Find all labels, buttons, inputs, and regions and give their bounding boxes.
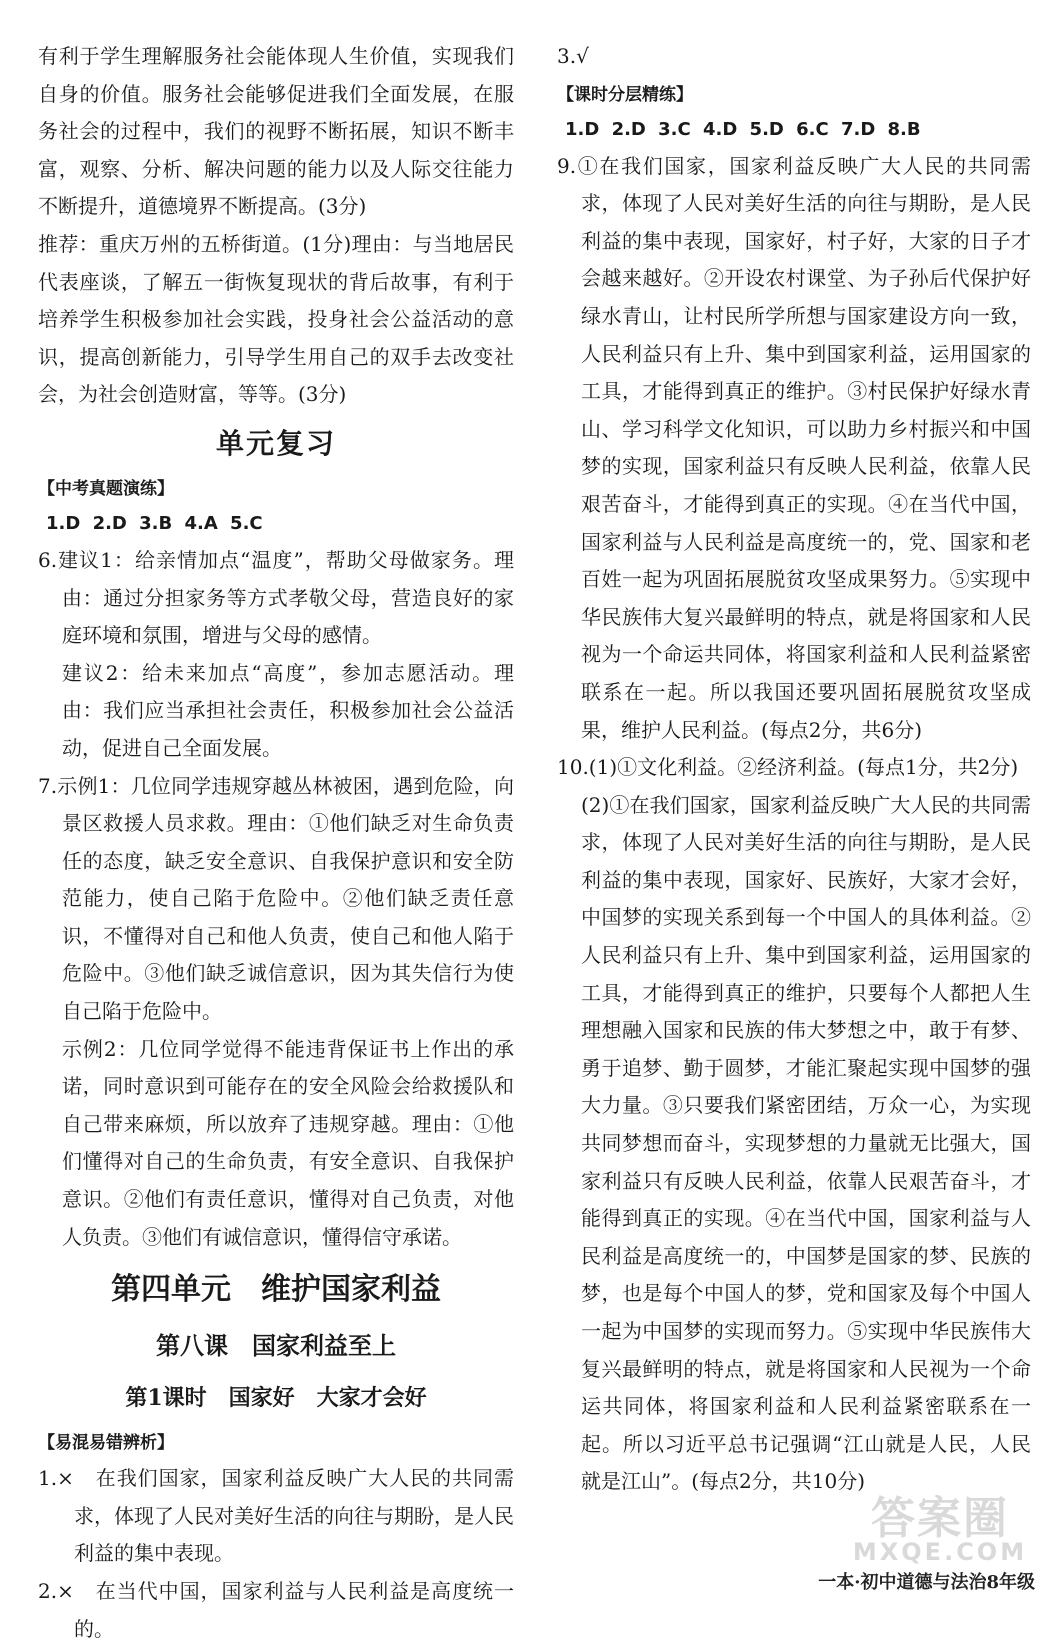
question-10-part-2: (2)①在我们国家，国家利益反映广大人民的共同需求，体现了人民对美好生活的向往与期盼，是人民利益的集中表现，国家好、民族好，大家才会好，中国梦的实现关系到每一个中国人的具体利益。②人民利益只有上升、集中到国家利益，运用国家的工具，才能得到真正的维护，只要每个人都把人生理想融入国家和民族的伟大梦想之中，敢于有梦、勇于追梦、勤于圆梦，才能汇聚起实现中国梦的强大力量。③只要我们紧密团结，万众一心，为实现共同梦想而奋斗，实现梦想的力量就无比强大，国家利益只有反映人民利益，依靠人民艰苦奋斗，才能得到真正的实现。④在当代中国，国家利益与人民利益是高度统一的，中国梦是国家的梦、民族的梦，也是每个中国人的梦，党和国家及每个中国人一起为中国梦的实现而努力。⑤实现中华民族伟大复兴最鲜明的特点，就是将国家和人民视为一个命运共同体，将国家利益和人民利益紧密联系在一起。所以习近平总书记强调“江山就是人民，人民就是江山”。(每点2分，共10分) — [581, 792, 1031, 1494]
judgement-1: 1.× 在我们国家，国家利益反映广大人民的共同需求，体现了人民对美好生活的向往与期盼，是人民利益的集中表现。 — [38, 1466, 514, 1566]
paragraph-recommendation: 推荐：重庆万州的五桥街道。(1分)理由：与当地居民代表座谈，了解五一街恢复现状的背后故事，有利于培养学生积极参加社会实践，投身社会公益活动的意识，提高创新能力，引导学生用自己的双手去改变社会，为社会创造财富，等等。(3分) — [38, 231, 514, 407]
section-tag-exam: 【中考真题演练】 — [38, 478, 174, 499]
watermark-logo — [845, 1482, 1035, 1572]
question-10-part-1: 10.(1)①文化利益。②经济利益。(每点1分，共2分) — [557, 755, 1019, 780]
practice-answer-list: 1.D 2.D 3.C 4.D 5.D 6.C 7.D 8.B — [565, 118, 921, 140]
paragraph-service-value: 有利于学生理解服务社会能体现人生价值，实现我们自身的价值。服务社会能够促进我们全面发展，在服务社会的过程中，我们的视野不断拓展，知识不断丰富，观察、分析、解决问题的能力以及人际交往能力不断提升，道德境界不断提高。(3分) — [38, 44, 514, 219]
question-6-suggestion-1: 6.建议1：给亲情加点“温度”，帮助父母做家务。理由：通过分担家务等方式孝敬父母，营造良好的家庭环境和氛围，增进与父母的感情。 — [38, 547, 514, 648]
period-1-heading: 第1课时 国家好 大家才会好 — [125, 1385, 427, 1412]
question-9-answer: 9.①在我们国家，国家利益反映广大人民的共同需求，体现了人民对美好生活的向往与期盼，是人民利益的集中表现，国家好，村子好，大家的日子才会越来越好。②开设农村课堂、为子孙后代保护好绿水青山，让村民所学所想与国家建设方向一致，人民利益只有上升、集中到国家利益，运用国家的工具，才能得到真正的维护。③村民保护好绿水青山、学习科学文化知识，可以助力乡村振兴和中国梦的实现，国家利益只有反映人民利益，依靠人民艰苦奋斗，才能得到真正的实现。④在当代中国，国家利益与人民利益是高度统一的，党、国家和老百姓一起为巩固拓展脱贫攻坚成果努力。⑤实现中华民族伟大复兴最鲜明的特点，就是将国家和人民视为一个命运共同体，将国家利益和人民利益紧密联系在一起。所以我国还要巩固拓展脱贫攻坚成果，维护人民利益。(每点2分，共6分) — [557, 153, 1031, 742]
judgement-3: 3.√ — [557, 44, 589, 68]
section-tag-practice: 【课时分层精练】 — [557, 84, 693, 105]
lesson-8-heading: 第八课 国家利益至上 — [156, 1331, 396, 1361]
left-column — [38, 38, 514, 1648]
section-tag-confuse: 【易混易错辨析】 — [38, 1433, 174, 1454]
unit-4-heading: 第四单元 维护国家利益 — [111, 1272, 441, 1308]
unit-review-heading: 单元复习 — [215, 426, 336, 460]
right-column — [557, 38, 1031, 1501]
question-6-suggestion-2: 建议2：给未来加点“高度”，参加志愿活动。理由：我们应当承担社会责任，积极参加社会公益活动，促进自己全面发展。 — [62, 660, 514, 760]
exam-answer-list: 1.D 2.D 3.B 4.A 5.C — [46, 512, 263, 534]
watermark-text: 答案圈 — [871, 1493, 1009, 1544]
judgement-2: 2.× 在当代中国，国家利益与人民利益是高度统一的。 — [38, 1579, 514, 1641]
page-footer: 一本·初中道德与法治8年级 — [818, 1572, 1035, 1593]
watermark-url: MXQE.COM — [852, 1538, 1028, 1566]
question-7-example-1: 7.示例1：几位同学违规穿越丛林被困，遇到危险，向景区救援人员求救。理由：①他们缺乏对生命负责任的态度，缺乏安全意识、自我保护意识和安全防范能力，使自己陷于危险中。②他们缺乏责任意识，不懂得对自己和他人负责，使自己和他人陷于危险中。③他们缺乏诚信意识，因为其失信行为使自己陷于危险中。 — [38, 773, 514, 1024]
question-7-example-2: 示例2：几位同学觉得不能违背保证书上作出的承诺，同时意识到可能存在的安全风险会给救援队和自己带来麻烦，所以放弃了违规穿越。理由：①他们懂得对自己的生命负责，有安全意识、自我保护意识。②他们有责任意识，懂得对自己负责，对他人负责。③他们有诚信意识，懂得信守承诺。 — [62, 1036, 514, 1249]
